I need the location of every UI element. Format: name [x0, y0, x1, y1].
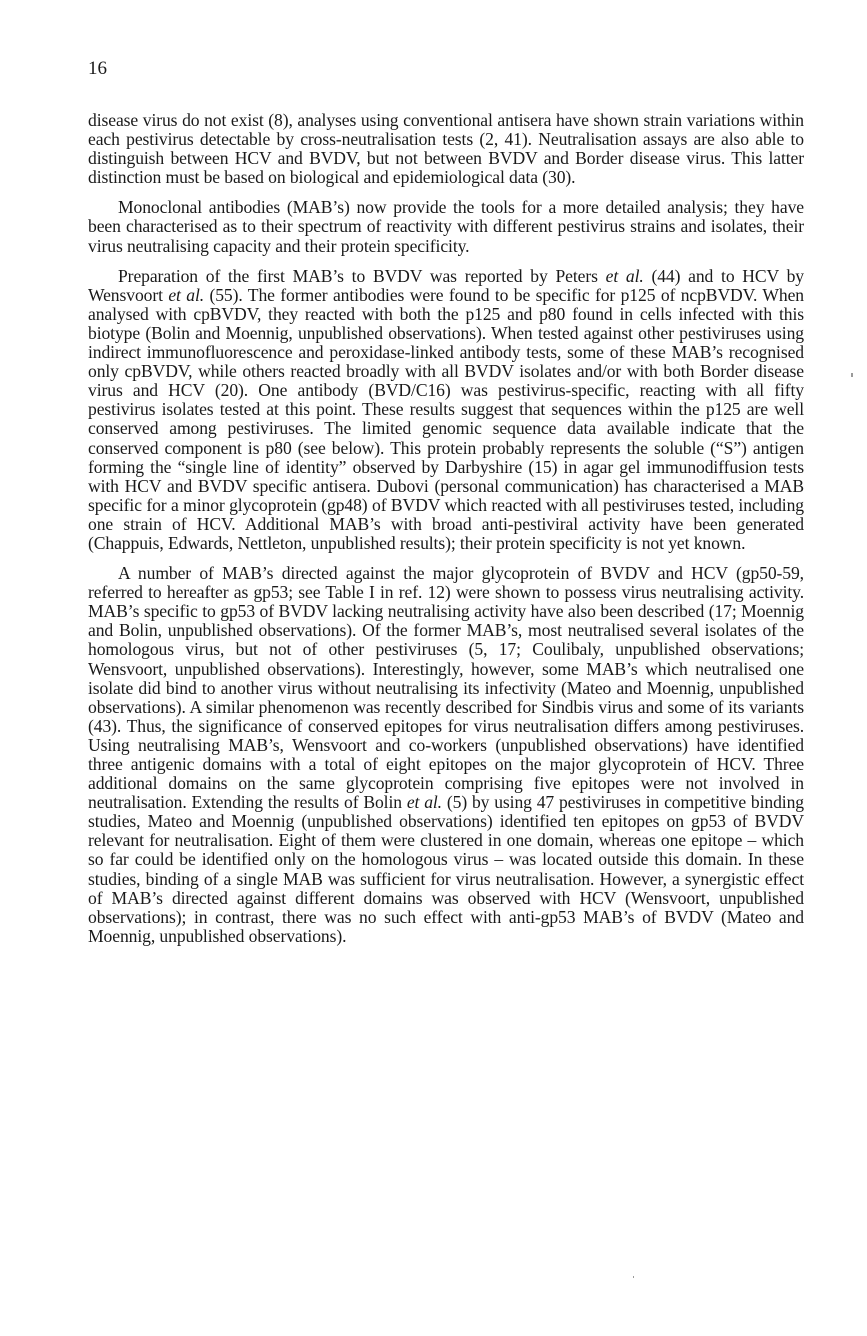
paragraph-text: (55). The former antibodies were found to be specific for p125 of ncpBVDV. When analysed with cpBVDV, they reacted with both the p125 and p80 found in cells infected with this biotype (Bolin and Moennig, unpublished observations). When tested against other pestiviruses using indirect immunofluorescence and peroxidase-linked antibody tests, some of these MAB’s recognised only cpBVDV, while others reacted broadly with all BVDV isolates and/or with both Border disease virus and HCV (20). One antibody (BVD/C16) was pestivirus-specific, reacting with all fifty pestivirus isolates tested at this point. These results suggest that sequences within the p125 are well conserved among pestiviruses. The limited genomic sequence data available indicate that the conserved component is p80 (see below). This protein probably represents the soluble (“S”) antigen forming the “single line of identity” observed by Darbyshire (15) in agar gel immunodiffusion tests with HCV and BVDV specific antisera. Dubovi (personal communication) has characterised a MAB specific for a minor glycoprotein (gp48) of BVDV which reacted with all pestiviruses tested, including one strain of HCV. Additional MAB’s with broad anti-pestiviral activity have been generated (Chappuis, Edwards, Nettleton, unpublished results); their protein specificity is not yet known. [88, 284, 805, 553]
citation-et-al: et al. [168, 284, 205, 305]
paragraph-3 [88, 267, 804, 553]
paragraph-2 [88, 198, 804, 255]
document-page [88, 58, 804, 957]
paragraph-text: Monoclonal antibodies (MAB’s) now provide the tools for a more detailed analysis; they have been characterised as to their spectrum of reactivity with different pestivirus strains and isolates, their virus neutralising capacity and their protein specificity. [88, 197, 804, 256]
paragraph-4 [88, 564, 804, 946]
citation-et-al: et al. [605, 265, 644, 286]
scan-speck [633, 1276, 634, 1278]
paragraph-text: (44) and to HCV by Wensvoort [88, 265, 804, 305]
paragraph-text: A number of MAB’s directed against the major glycoprotein of BVDV and HCV (gp50-59, referred to hereafter as gp53; see Table I in ref. 12) were shown to possess virus neutralising activity. MAB’s specific to gp53 of BVDV lacking neutralising activity have also been described (17; Moennig and Bolin, unpublished observations). Of the former MAB’s, most neutralised several isolates of the homologous virus, but not of other pestiviruses (5, 17; Coulibaly, unpublished observations; Wensvoort, unpublished observations). Interestingly, however, some MAB’s which neutralised one isolate did bind to another virus without neutralising its infectivity (Mateo and Moennig, unpublished observations). A similar phenomenon was recently described for Sindbis virus and some of its variants (43). Thus, the significance of conserved epitopes for virus neutralisation differs among pestiviruses. Using neutralising MAB’s, Wensvoort and co-workers (unpublished observations) have identified three antigenic domains with a total of eight epitopes on the major glycoprotein of HCV. Three additional domains on the same glycoprotein comprising five epitopes were not involved in neutralisation. Extending the results of Bolin [88, 563, 804, 813]
paragraph-text: (5) by using 47 pestiviruses in competitive binding studies, Mateo and Moennig (unpublished observations) identified ten epitopes on gp53 of BVDV relevant for neutralisation. Eight of them were clustered in one domain, whereas one epitope – which so far could be identified only on the homologous virus – was located outside this domain. In these studies, binding of a single MAB was sufficient for virus neutralisation. However, a synergistic effect of MAB’s directed against different domains was observed with HCV (Wensvoort, unpublished observations); in contrast, there was no such effect with anti-gp53 MAB’s of BVDV (Mateo and Moennig, unpublished observations). [88, 792, 804, 946]
paragraph-1 [88, 111, 804, 187]
paragraph-text: Preparation of the first MAB’s to BVDV was reported by Peters [118, 265, 606, 286]
scan-speck [851, 373, 853, 377]
citation-et-al: et al. [406, 792, 442, 813]
paragraph-text: disease virus do not exist (8), analyses using conventional antisera have shown strain variations within each pestivirus detectable by cross-neutralisation tests (2, 41). Neutralisation assays are also able to distinguish between HCV and BVDV, but not between BVDV and Border disease virus. This latter distinction must be based on biological and epidemiological data (30). [88, 110, 804, 188]
page-number: 16 [88, 58, 107, 79]
